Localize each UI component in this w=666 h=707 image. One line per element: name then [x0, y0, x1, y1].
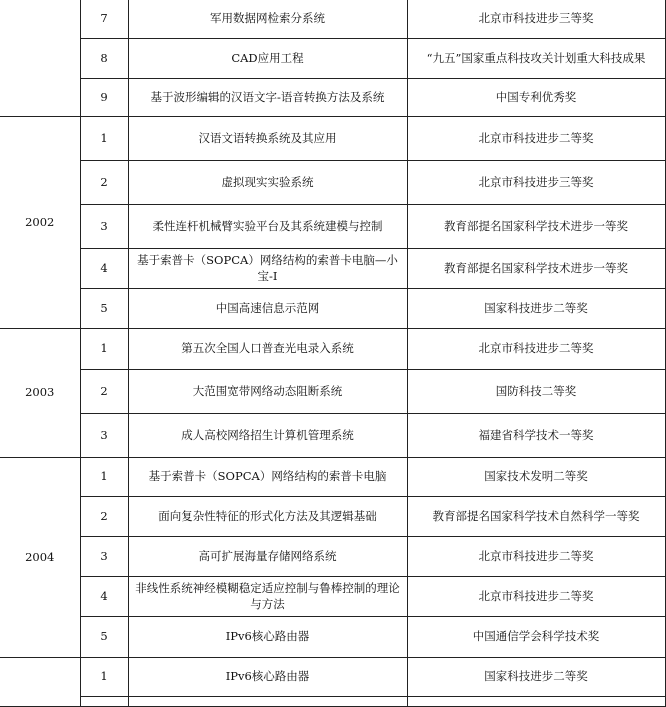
row-number: 1 [80, 329, 128, 370]
award-name: 国家科技进步二等奖 [407, 289, 665, 329]
project-name: 中国高速信息示范网 [128, 289, 407, 329]
award-name: 教育部提名国家科学技术进步一等奖 [407, 249, 665, 289]
row-number: 2 [80, 497, 128, 537]
table-row [0, 658, 665, 697]
project-name: 虚拟现实实验系统 [128, 161, 407, 205]
year-cell [0, 0, 80, 117]
project-name: 柔性连杆机械臂实验平台及其系统建模与控制 [128, 205, 407, 249]
row-number: 1 [80, 117, 128, 161]
table-row [0, 249, 665, 289]
table-row [0, 289, 665, 329]
table-row [0, 497, 665, 537]
row-number: 5 [80, 289, 128, 329]
project-name: 基于索普卡（SOPCA）网络结构的索普卡电脑—小宝-Ⅰ [128, 249, 407, 289]
row-number: 4 [80, 577, 128, 617]
award-name: “九五”国家重点科技攻关计划重大科技成果 [407, 39, 665, 79]
project-name: 汉语文语转换系统及其应用 [128, 117, 407, 161]
project-name: 大范围宽带网络动态阻断系统 [128, 370, 407, 414]
project-name: 面向复杂性特征的形式化方法及其逻辑基础 [128, 497, 407, 537]
award-name: 中国通信学会科学技术奖 [407, 617, 665, 658]
award-name: 北京市科技进步二等奖 [407, 329, 665, 370]
award-name: 北京市科技进步二等奖 [407, 117, 665, 161]
table-row [0, 370, 665, 414]
table-row [0, 117, 665, 161]
row-number: 5 [80, 617, 128, 658]
table-row-clipped [0, 697, 665, 707]
table-row [0, 329, 665, 370]
year-cell: 2002 [0, 117, 80, 329]
table-row [0, 537, 665, 577]
row-number: 3 [80, 537, 128, 577]
row-number: 3 [80, 205, 128, 249]
row-number: 3 [80, 414, 128, 458]
project-name: 军用数据网检索分系统 [128, 0, 407, 39]
table-row [0, 161, 665, 205]
table-row [0, 79, 665, 117]
year-cell: 2004 [0, 458, 80, 658]
project-name: IPv6核心路由器 [128, 617, 407, 658]
project-name: 成人高校网络招生计算机管理系统 [128, 414, 407, 458]
row-number: 2 [80, 161, 128, 205]
award-name: 北京市科技进步三等奖 [407, 161, 665, 205]
table-row [0, 458, 665, 497]
row-number [80, 697, 128, 707]
project-name: 非线性系统神经模糊稳定适应控制与鲁棒控制的理论与方法 [128, 577, 407, 617]
award-name: 国家技术发明二等奖 [407, 458, 665, 497]
year-cell: 2003 [0, 329, 80, 458]
award-name: 国家科技进步二等奖 [407, 658, 665, 697]
row-number: 4 [80, 249, 128, 289]
award-name: 教育部提名国家科学技术自然科学一等奖 [407, 497, 665, 537]
award-name [407, 697, 665, 707]
row-number: 1 [80, 658, 128, 697]
project-name: 第五次全国人口普查光电录入系统 [128, 329, 407, 370]
award-name: 福建省科学技术一等奖 [407, 414, 665, 458]
row-number: 8 [80, 39, 128, 79]
table-row [0, 577, 665, 617]
project-name: 基于波形编辑的汉语文字-语音转换方法及系统 [128, 79, 407, 117]
year-cell [0, 658, 80, 707]
project-name: CAD应用工程 [128, 39, 407, 79]
project-name [128, 697, 407, 707]
award-name: 教育部提名国家科学技术进步一等奖 [407, 205, 665, 249]
table-row [0, 39, 665, 79]
project-name: 高可扩展海量存储网络系统 [128, 537, 407, 577]
row-number: 1 [80, 458, 128, 497]
project-name: 基于索普卡（SOPCA）网络结构的索普卡电脑 [128, 458, 407, 497]
award-name: 中国专利优秀奖 [407, 79, 665, 117]
award-name: 北京市科技进步二等奖 [407, 577, 665, 617]
table-row [0, 617, 665, 658]
table-row [0, 0, 665, 39]
award-name: 北京市科技进步二等奖 [407, 537, 665, 577]
project-name: IPv6核心路由器 [128, 658, 407, 697]
row-number: 2 [80, 370, 128, 414]
row-number: 9 [80, 79, 128, 117]
table-row [0, 205, 665, 249]
award-name: 国防科技二等奖 [407, 370, 665, 414]
row-number: 7 [80, 0, 128, 39]
table-row [0, 414, 665, 458]
award-name: 北京市科技进步三等奖 [407, 0, 665, 39]
